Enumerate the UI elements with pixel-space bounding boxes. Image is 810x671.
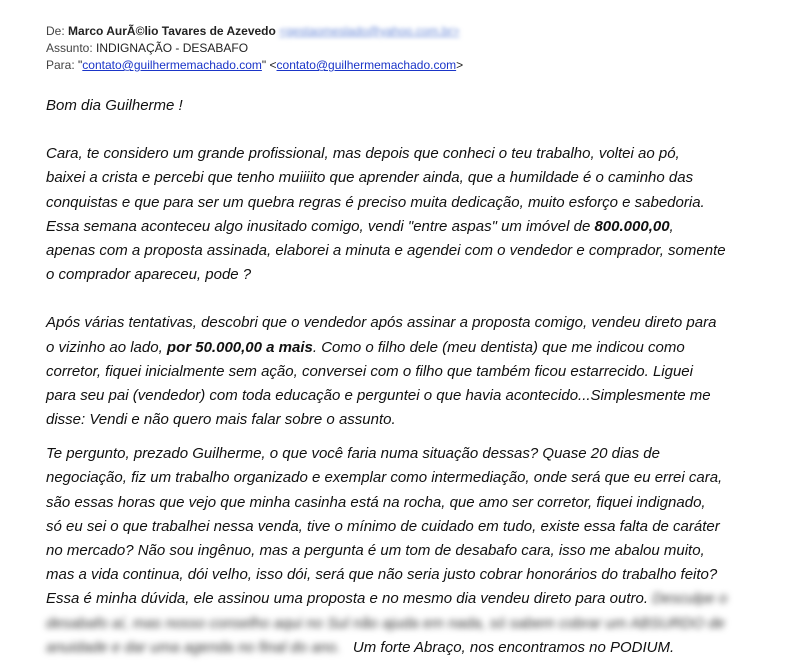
blurred-text: Desculpe o <box>652 590 728 608</box>
p4-line-7 <box>46 587 786 611</box>
price-highlight: 800.000,00 <box>594 217 670 235</box>
p4-line-7-text: Essa é minha dúvida, ele assinou uma proposta e no mesmo dia vendeu direto para outro. <box>46 590 653 608</box>
blurred-text: anuidade e dar uma agenda no final do ano. <box>46 638 341 656</box>
subject-text: INDIGNAÇÃO - DESABAFO <box>96 41 249 55</box>
email-body <box>46 94 786 660</box>
p4-line-4: só eu sei o que trabalhei nessa venda, tive o mínimo de cuidado em tudo, existe essa falta de caráter <box>46 517 720 535</box>
p2-line-1-text: Essa semana aconteceu algo inusitado comigo, vendi "entre aspas" um imóvel de <box>46 217 595 235</box>
p2-line-2: apenas com a proposta assinada, elaborei a minuta e agendei com o vendedor e comprador, somente <box>46 241 726 259</box>
p3-line-2-text: o vizinho ao lado, <box>46 338 167 356</box>
p3-line-3: corretor, fiquei inicialmente sem ação, conversei com o filho que também ficou estarrecido. Liguei <box>46 362 693 380</box>
from-email-link[interactable]: <gestaomeslado@yahoo.com.br> <box>279 24 460 38</box>
p4-line-5: no mercado? Não sou ingênuo, mas a pergunta é um tom de desabafo cara, isso me abalou muito, <box>46 542 705 559</box>
p4-line-3: são essas horas que vejo que minha casinha está na rocha, que amo ser corretor, fiquei indignado, <box>46 493 706 511</box>
p3-line-2-end: . Como o filho dele (meu dentista) que me indicou como <box>312 338 685 356</box>
to-quote-open: " <box>78 58 83 72</box>
to-quote-close: " < <box>261 58 277 72</box>
p4-line-8 <box>46 612 786 636</box>
to-email-link[interactable]: contato@guilhermemachado.com <box>276 58 457 72</box>
p3-line-2 <box>46 336 786 360</box>
p4-line-2: negociação, fiz um trabalho organizado e exemplar como intermediação, onde será que eu errei cara, <box>46 469 723 487</box>
to-close: > <box>456 58 464 72</box>
email-header <box>46 23 463 74</box>
p2-line-3: o comprador apareceu, pode ? <box>46 266 252 284</box>
paragraph-gap <box>46 287 786 311</box>
to-row <box>46 57 463 74</box>
p4-line-9 <box>46 636 786 660</box>
p3-line-5: disse: Vendi e não quero mais falar sobre o assunto. <box>46 411 396 429</box>
closing-text: Um forte Abraço, nos encontramos no PODIUM. <box>340 638 675 656</box>
subject-label: Assunto: <box>46 41 93 55</box>
from-label: De: <box>46 24 65 38</box>
p3-line-4: para seu pai (vendedor) com toda educação e perguntei o que havia acontecido...Simplesmente me <box>46 386 711 404</box>
paragraph-gap <box>46 118 786 142</box>
p3-line-1: Após várias tentativas, descobri que o vendedor após assinar a proposta comigo, vendeu direto para <box>46 314 717 332</box>
from-name: Marco AurÃ©lio Tavares de Azevedo <box>68 24 276 38</box>
greeting: Bom dia Guilherme ! <box>46 97 183 114</box>
p2-line-1 <box>46 215 786 239</box>
to-label: Para: <box>46 58 75 72</box>
subject-row <box>46 40 463 57</box>
to-display-link[interactable]: contato@guilhermemachado.com <box>82 58 262 72</box>
p1-line-2: baixei a crista e percebi que tenho muiiiito que aprender ainda, que a humildade é o caminho das <box>46 169 694 187</box>
from-row <box>46 23 463 40</box>
p2-line-1-end: , <box>669 217 674 235</box>
p4-line-6: mas a vida continua, dói velho, isso dói, será que não seria justo cobrar honorários do trabalho feito? <box>46 566 718 584</box>
p1-line-1: Cara, te considero um grande profissional, mas depois que conheci o teu trabalho, voltei ao pó, <box>46 145 680 163</box>
p1-line-3: conquistas e que para ser um quebra regras é preciso muita dedicação, muito esforço e sabedoria. <box>46 193 705 211</box>
p4-line-1: Te pergunto, prezado Guilherme, o que você faria numa situação dessas? Quase 20 dias de <box>46 445 660 463</box>
amount-highlight: por 50.000,00 a mais <box>166 338 313 356</box>
blurred-text: desabafo aí, mas nosso conselho aqui no Sul não ajuda em nada, só sabem cobrar um ABSURDO de <box>46 614 726 632</box>
paragraph-gap <box>46 432 786 442</box>
